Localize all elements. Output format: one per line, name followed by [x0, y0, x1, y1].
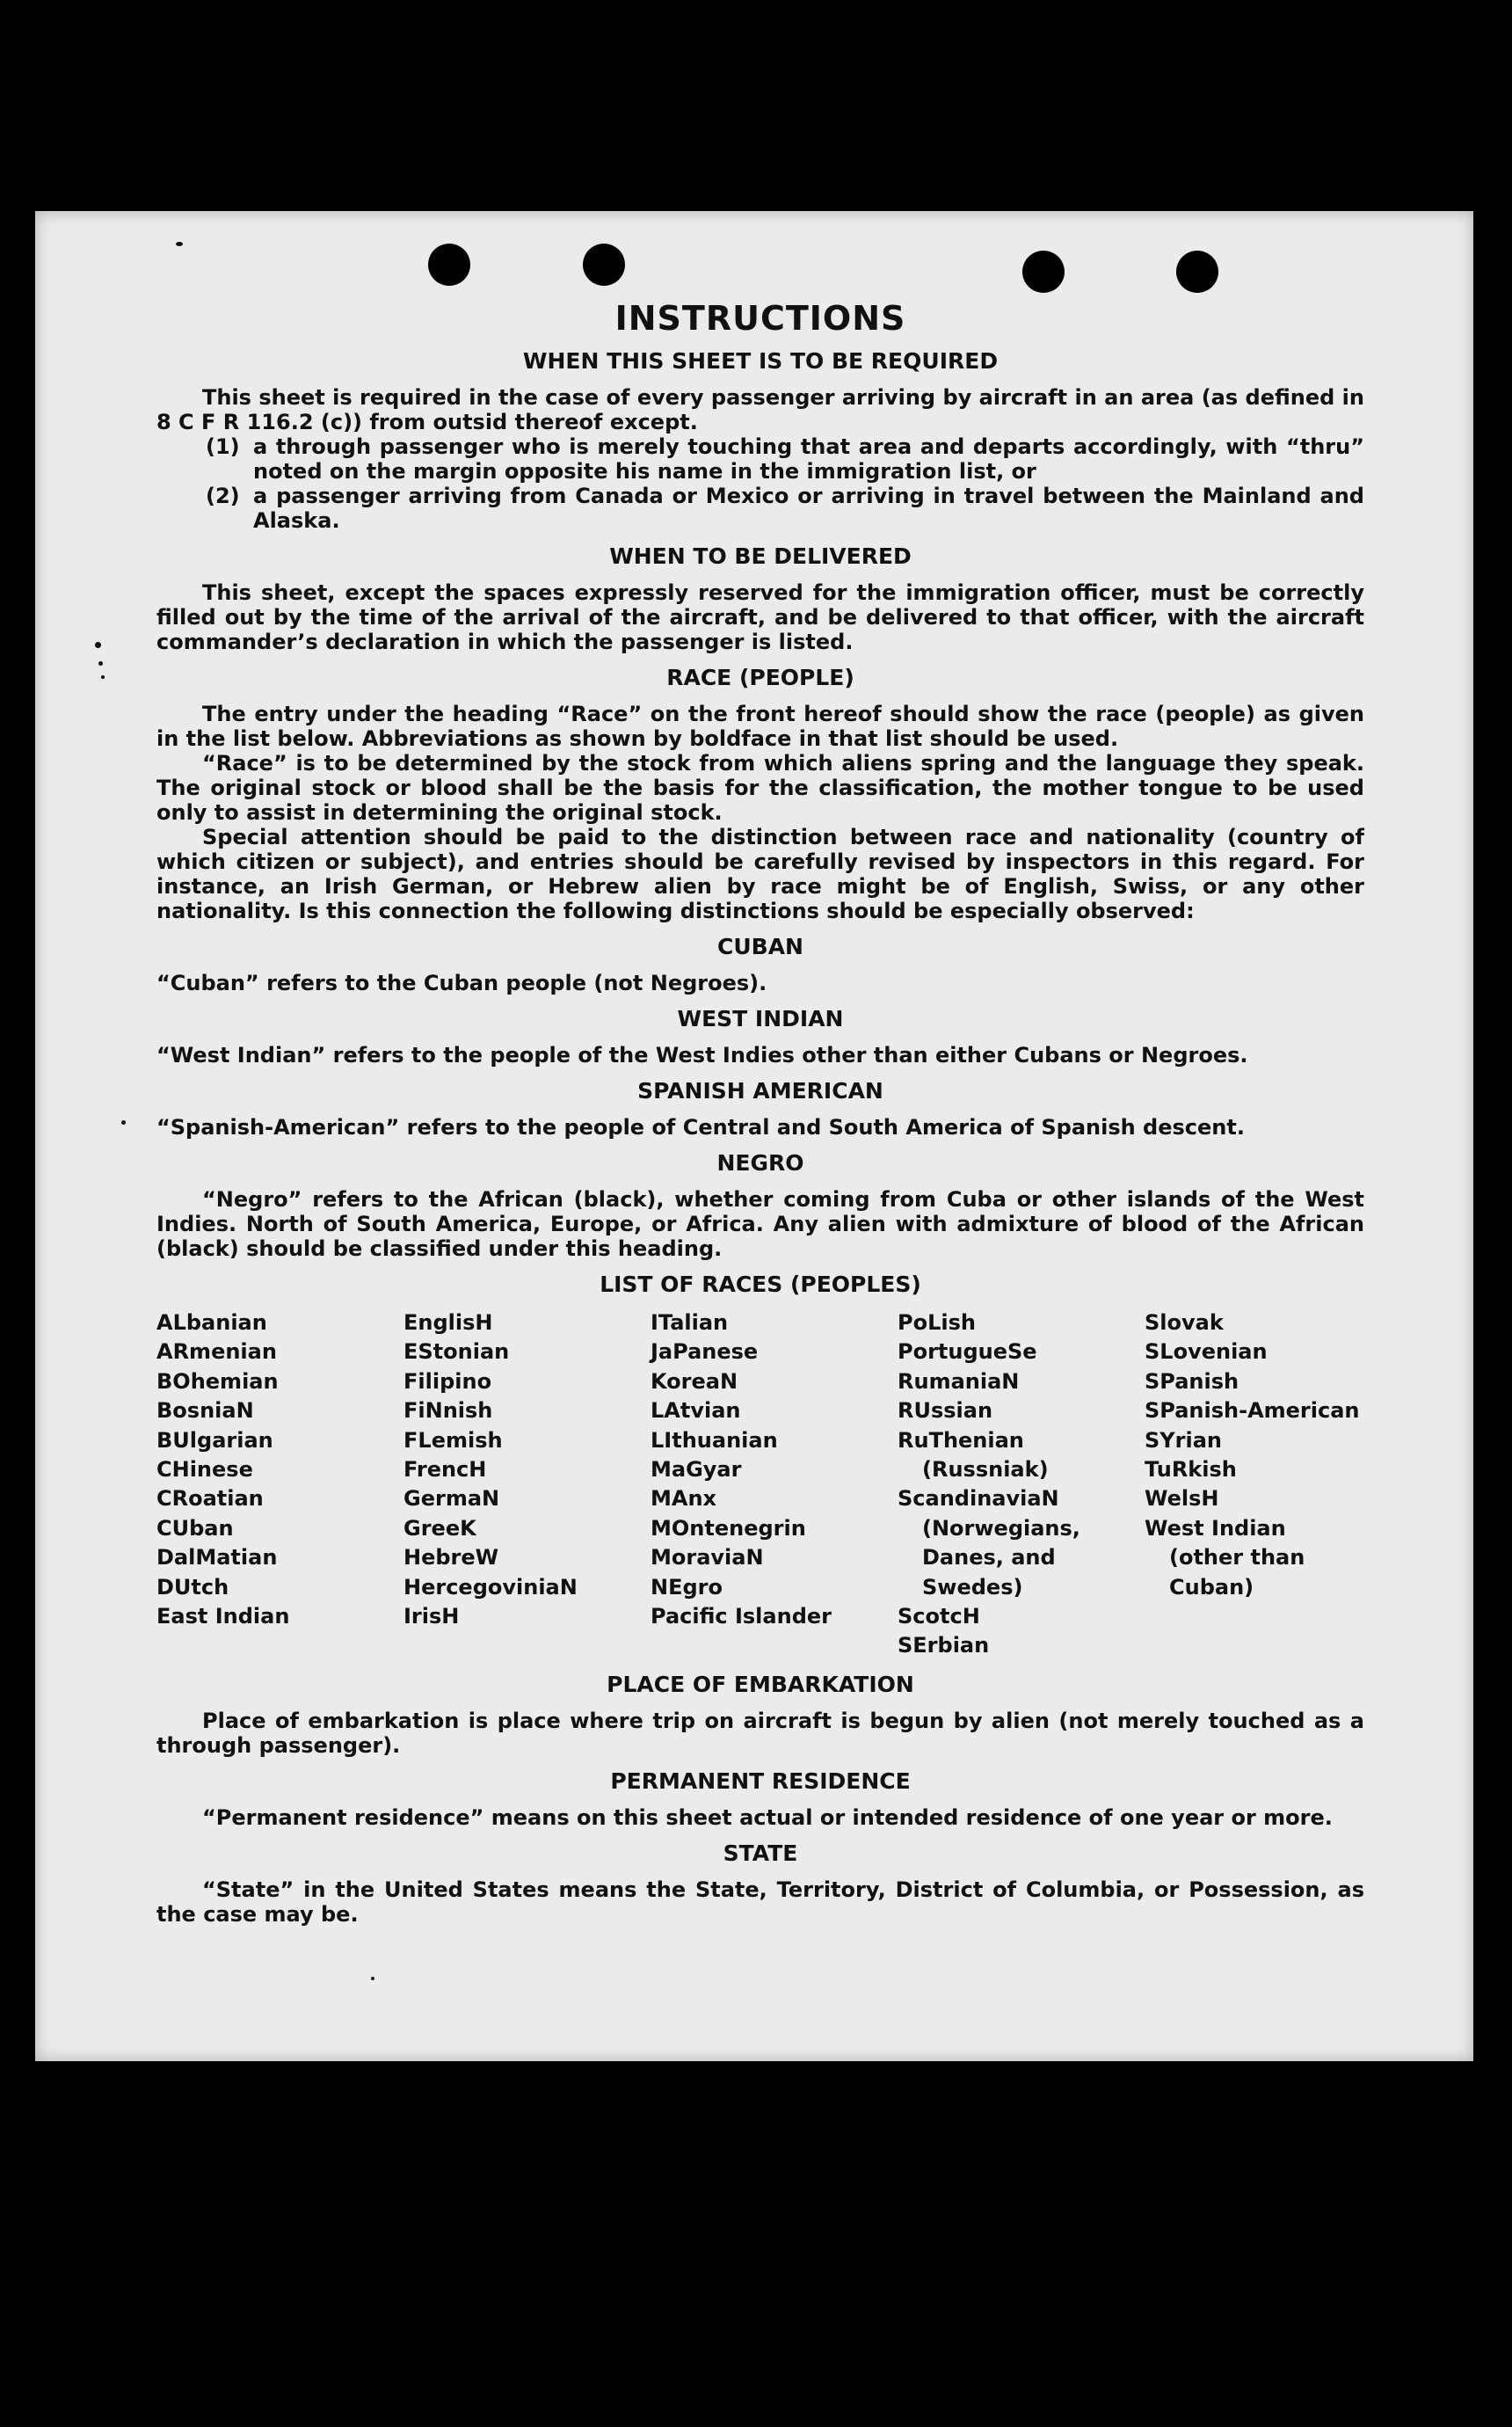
exception-list — [156, 434, 1364, 533]
heading-when-delivered: WHEN TO BE DELIVERED — [609, 543, 912, 569]
heading-cuban: CUBAN — [717, 934, 803, 959]
punch-hole — [1176, 251, 1218, 293]
race-item: SYrian — [1145, 1427, 1223, 1453]
race-item: IrisH — [403, 1604, 460, 1629]
punch-hole — [583, 244, 625, 286]
paragraph-race-2: “Race” is to be determined by the stock from which aliens spring and the language they speak. The original stock or blood shall be the basis for the classification, the mother tongue to be used only to assist in determining the original stock. — [156, 751, 1364, 825]
race-item: DalMatian — [156, 1545, 278, 1571]
race-item: ScotcH — [898, 1604, 980, 1629]
race-item: FiNnish — [403, 1398, 493, 1424]
race-item: LIthuanian — [651, 1427, 778, 1453]
race-item: FrencH — [403, 1457, 487, 1483]
race-item: RUssian — [898, 1398, 993, 1424]
race-item: PortugueSe — [898, 1339, 1037, 1365]
race-item: GermaN — [403, 1486, 500, 1512]
exception-text: a passenger arriving from Canada or Mexico or arriving in travel between the Mainland and Alaska. — [253, 484, 1364, 533]
races-column — [898, 1308, 1133, 1661]
race-item: SErbian — [898, 1633, 990, 1658]
race-item: BosniaN — [156, 1398, 254, 1424]
race-item: HercegoviniaN — [403, 1574, 578, 1600]
heading-spanish-american: SPANISH AMERICAN — [637, 1078, 883, 1104]
paragraph-race-1: The entry under the heading “Race” on the front hereof should show the race (people) as given in the list below. Abbreviations as shown by boldface in that list should be used. — [156, 702, 1364, 751]
race-item: MOntenegrin — [651, 1515, 806, 1541]
race-item: SPanish-American — [1145, 1398, 1360, 1424]
exception-number: (2) — [206, 484, 240, 508]
paragraph-required-intro: This sheet is required in the case of every passenger arriving by aircraft in an area (as defined in 8 C F R 116.2 (c)) from outsid thereof except. — [156, 385, 1364, 434]
paragraph-race-3: Special attention should be paid to the distinction between race and nationality (country of which citizen or subject), and entries should be carefully revised by inspectors in this regard. For instance, an Irish German, or Hebrew alien by race might be of English, Swiss, or any other nationality. Is this connection the following distinctions should be especially observed: — [156, 825, 1364, 923]
race-item: BUlgarian — [156, 1427, 273, 1453]
races-column — [156, 1308, 392, 1661]
race-item: Filipino — [403, 1368, 492, 1394]
race-item: West Indian (other than Cuban) — [1145, 1515, 1305, 1600]
races-column — [1145, 1308, 1364, 1661]
page-title: INSTRUCTIONS — [614, 299, 906, 338]
heading-permanent-residence: PERMANENT RESIDENCE — [610, 1767, 911, 1794]
document-sheet — [35, 211, 1473, 2061]
scan-speck — [176, 242, 183, 246]
race-item: BOhemian — [156, 1368, 279, 1394]
race-item: HebreW — [403, 1545, 499, 1571]
scan-speck — [98, 661, 103, 666]
race-item: WelsH — [1145, 1486, 1219, 1512]
race-item: RumaniaN — [898, 1368, 1020, 1394]
paragraph-negro: “Negro” refers to the African (black), whether coming from Cuba or other islands of the West Indies. North of South America, Europe, or Africa. Any alien with admixture of blood of the African (black) should be classified under this heading. — [156, 1187, 1364, 1261]
race-item: RuThenian (Russniak) — [898, 1427, 1049, 1483]
race-item: SLovenian — [1145, 1339, 1268, 1365]
scan-speck — [371, 1977, 374, 1980]
race-item: Pacific Islander — [651, 1604, 832, 1629]
race-item: PoLish — [898, 1310, 976, 1335]
race-item: East Indian — [156, 1604, 290, 1629]
race-item: ARmenian — [156, 1339, 277, 1365]
race-item: SPanish — [1145, 1368, 1239, 1394]
race-item: Slovak — [1145, 1310, 1224, 1335]
punch-hole — [1022, 251, 1065, 293]
race-item: FLemish — [403, 1427, 503, 1453]
scan-speck — [101, 675, 105, 679]
races-column — [651, 1308, 886, 1661]
race-item: KoreaN — [651, 1368, 738, 1394]
race-item: DUtch — [156, 1574, 229, 1600]
race-item: TuRkish — [1145, 1457, 1237, 1483]
paragraph-west-indian: “West Indian” refers to the people of the West Indies other than either Cubans or Negroes. — [156, 1043, 1248, 1068]
heading-place-of-embarkation: PLACE OF EMBARKATION — [607, 1671, 914, 1697]
heading-west-indian: WEST INDIAN — [677, 1006, 844, 1031]
race-item: LAtvian — [651, 1398, 741, 1424]
race-item: MAnx — [651, 1486, 717, 1512]
exception-item — [206, 434, 1364, 484]
paragraph-state: “State” in the United States means the State, Territory, District of Columbia, or Possession, as the case may be. — [156, 1877, 1364, 1927]
race-item: ScandinaviaN (Norwegians, Danes, and Swedes) — [898, 1486, 1080, 1600]
exception-item — [206, 484, 1364, 533]
exception-text: a through passenger who is merely touching that area and departs accordingly, with “thru” noted on the margin opposite his name in the immigration list, or — [253, 434, 1364, 484]
race-item: GreeK — [403, 1515, 476, 1541]
race-item: EnglisH — [403, 1310, 493, 1335]
exception-number: (1) — [206, 434, 240, 459]
race-item: CUban — [156, 1515, 234, 1541]
paragraph-embarkation: Place of embarkation is place where trip on aircraft is begun by alien (not merely touched as a through passenger). — [156, 1708, 1364, 1758]
heading-negro: NEGRO — [716, 1150, 804, 1176]
paragraph-spanish-american: “Spanish-American” refers to the people of Central and South America of Spanish descent. — [156, 1115, 1245, 1140]
heading-state: STATE — [723, 1840, 798, 1866]
scan-speck — [121, 1120, 126, 1125]
races-column — [403, 1308, 639, 1661]
race-item: CHinese — [156, 1457, 253, 1483]
race-item: CRoatian — [156, 1486, 264, 1512]
race-item: ALbanian — [156, 1310, 267, 1335]
race-item: NEgro — [651, 1574, 723, 1600]
races-list — [156, 1308, 1364, 1661]
race-item: ITalian — [651, 1310, 729, 1335]
heading-race: RACE (PEOPLE) — [666, 665, 854, 690]
race-item: MoraviaN — [651, 1545, 764, 1571]
race-item: JaPanese — [651, 1339, 759, 1365]
race-item: EStonian — [403, 1339, 510, 1365]
paragraph-delivered: This sheet, except the spaces expressly reserved for the immigration officer, must be correctly filled out by the time of the arrival of the aircraft, and be delivered to that officer, with the aircraft commander’s declaration in which the passenger is listed. — [156, 580, 1364, 654]
scan-speck — [95, 642, 101, 648]
race-item: MaGyar — [651, 1457, 742, 1483]
paragraph-cuban: “Cuban” refers to the Cuban people (not Negroes). — [156, 971, 767, 995]
paragraph-residence: “Permanent residence” means on this sheet actual or intended residence of one year or more. — [202, 1804, 1333, 1830]
instructions-content — [156, 299, 1364, 1927]
heading-when-required: WHEN THIS SHEET IS TO BE REQUIRED — [522, 348, 999, 374]
punch-hole — [428, 244, 470, 286]
heading-list-of-races: LIST OF RACES (PEOPLES) — [600, 1272, 921, 1297]
